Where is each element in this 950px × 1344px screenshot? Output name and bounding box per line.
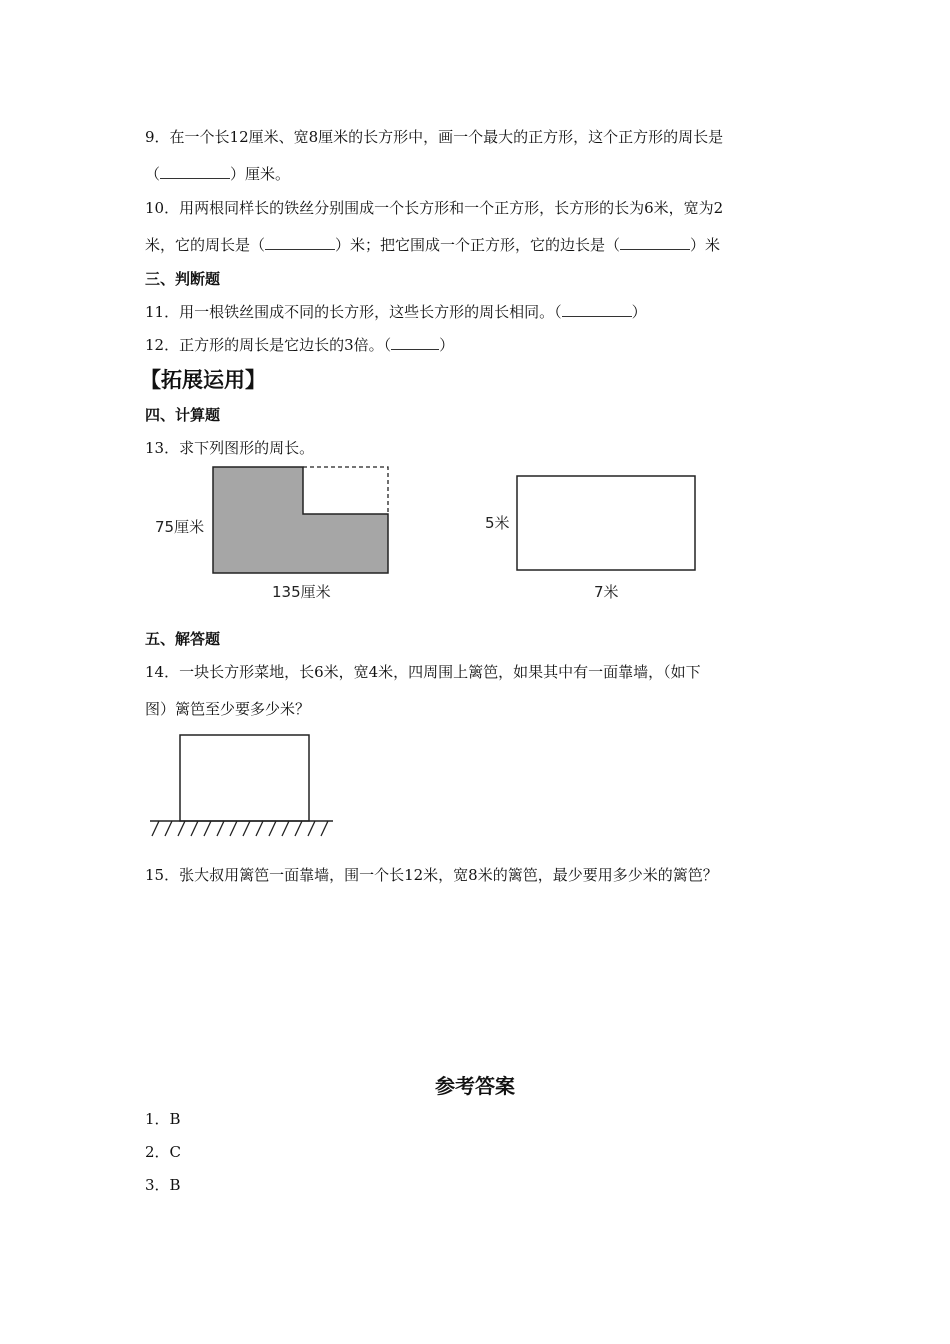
- l-shape-region: [213, 467, 388, 573]
- fig1-width-label: 135厘米: [272, 583, 331, 601]
- wall-hatching: [152, 821, 328, 836]
- q11-close: ）: [631, 303, 647, 321]
- fig1-height-label: 75厘米: [155, 518, 205, 536]
- section-5-title: 五、解答题: [145, 630, 221, 648]
- q11-blank[interactable]: [562, 302, 632, 317]
- answers-title: 参考答案: [435, 1074, 515, 1098]
- q14-figure-wall-garden: [145, 728, 340, 843]
- q9-close: ）厘米。: [230, 165, 291, 183]
- q9-blank[interactable]: [160, 164, 230, 179]
- q12: [145, 334, 454, 356]
- fig2-width-label: 7米: [594, 583, 619, 601]
- garden-rect: [180, 735, 309, 821]
- q10-line2: [145, 234, 720, 256]
- answer-1: 1．B: [145, 1110, 181, 1128]
- q14-line1: 14．一块长方形菜地，长6米，宽4米，四周围上篱笆，如果其中有一面靠墙，（如下: [145, 663, 701, 681]
- q11: [145, 301, 647, 323]
- q13-text: 13．求下列图形的周长。: [145, 439, 315, 457]
- q12-close: ）: [439, 336, 455, 354]
- q10-blank-perimeter[interactable]: [265, 235, 335, 250]
- q15-text: 15．张大叔用篱笆一面靠墙，围一个长12米，宽8米的篱笆，最少要用多少米的篱笆？: [145, 866, 718, 884]
- q11-text: 11．用一根铁丝围成不同的长方形，这些长方形的周长相同。（: [145, 303, 562, 321]
- fig2-height-label: 5米: [485, 514, 510, 532]
- q9-line2: [145, 163, 290, 185]
- q13-figure-l-shape: [150, 462, 410, 607]
- q9-open: （: [145, 165, 161, 183]
- answer-2: 2．C: [145, 1143, 182, 1161]
- answer-3: 3．B: [145, 1176, 181, 1194]
- q9-line1: 9．在一个长12厘米、宽8厘米的长方形中，画一个最大的正方形，这个正方形的周长是: [145, 128, 724, 146]
- q14-line2: 图）篱笆至少要多少米？: [145, 700, 311, 718]
- rect-shape: [517, 476, 695, 570]
- q10-part-b: ）米；把它围成一个正方形，它的边长是（: [335, 236, 621, 254]
- q10-line1: 10．用两根同样长的铁丝分别围成一个长方形和一个正方形，长方形的长为6米，宽为2: [145, 199, 724, 217]
- q12-blank[interactable]: [391, 335, 439, 350]
- q10-part-a: 米，它的周长是（: [145, 236, 266, 254]
- q10-blank-side[interactable]: [620, 235, 690, 250]
- heading-extend: 【拓展运用】: [140, 368, 266, 392]
- section-3-title: 三、判断题: [145, 270, 221, 288]
- q12-text: 12．正方形的周长是它边长的3倍。（: [145, 336, 392, 354]
- removed-corner-dashed: [303, 467, 388, 514]
- q10-part-c: ）米: [690, 236, 721, 254]
- q13-figure-rectangle: [480, 470, 705, 605]
- section-4-title: 四、计算题: [145, 406, 221, 424]
